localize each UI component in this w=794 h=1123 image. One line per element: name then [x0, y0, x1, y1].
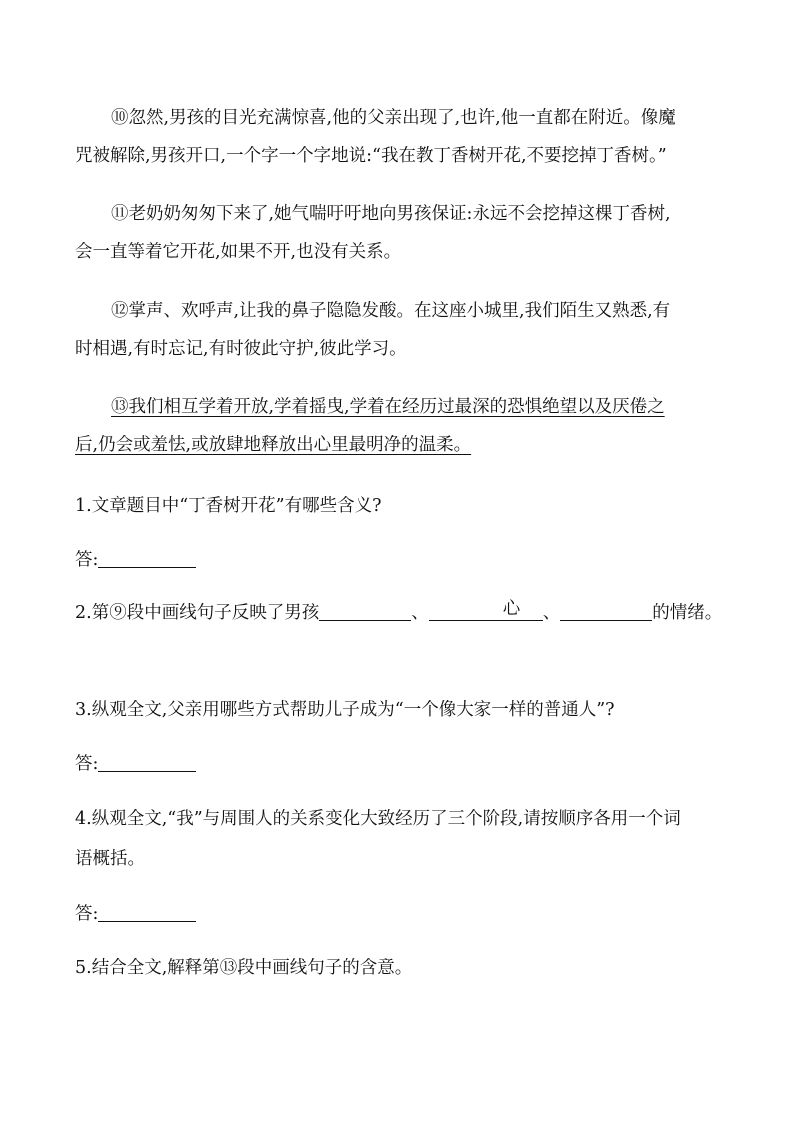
- answer-label: 答:: [75, 550, 99, 570]
- paragraph-10-line-2: 咒被解除,男孩开口,一个字一个字地说:“我在教丁香树开花,不要挖掉丁香树。”: [75, 146, 667, 166]
- question-4: [75, 800, 725, 878]
- answer-blank[interactable]: [98, 899, 196, 922]
- underlined-sentence-part-1: ⑬我们相互学着开放,学着摇曳,学着在经历过最深的恐惧绝望以及厌倦之: [111, 397, 665, 417]
- question-4-line-1: 4.纵观全文,“我”与周围人的关系变化大致经历了三个阶段,请按顺序各用一个词: [75, 809, 681, 829]
- paragraph-11-line-2: 会一直等着它开花,如果不开,也没有关系。: [75, 242, 402, 262]
- answer-label: 答:: [75, 904, 99, 924]
- answer-blank[interactable]: [98, 749, 196, 772]
- paragraph-13: [75, 388, 720, 464]
- answer-blank[interactable]: [98, 545, 196, 568]
- question-3-answer: [75, 745, 725, 783]
- paragraph-10: [75, 99, 720, 175]
- fill-blank-2[interactable]: [429, 598, 543, 621]
- paragraph-12: [75, 292, 720, 368]
- question-1-answer: [75, 541, 725, 579]
- fill-blank-3[interactable]: [560, 598, 652, 621]
- question-4-line-2: 语概括。: [75, 849, 145, 869]
- paragraph-10-line-1: ⑩忽然,男孩的目光充满惊喜,他的父亲出现了,也许,他一直都在附近。像魔: [111, 108, 676, 128]
- paragraph-11-line-1: ⑪老奶奶匆匆下来了,她气喘吁吁地向男孩保证:永远不会挖掉这棵丁香树,: [111, 204, 671, 224]
- fill-blank-1[interactable]: [319, 598, 411, 621]
- paragraph-11: [75, 195, 720, 271]
- question-1: 1.文章题目中“丁香树开花”有哪些含义?: [75, 496, 382, 516]
- question-2-suffix: 的情绪。: [652, 603, 723, 623]
- paragraph-12-line-1: ⑫掌声、欢呼声,让我的鼻子隐隐发酸。在这座小城里,我们陌生又熟悉,有: [111, 301, 671, 321]
- question-4-answer: [75, 895, 725, 933]
- paragraph-12-line-2: 时相遇,有时忘记,有时彼此守护,彼此学习。: [75, 339, 407, 359]
- underlined-sentence-part-2: 后,仍会或羞怯,或放肆地释放出心里最明净的温柔。: [75, 435, 472, 455]
- question-2: [75, 594, 725, 632]
- answer-label: 答:: [75, 754, 99, 774]
- paragraph-13-line-2: [75, 426, 720, 464]
- question-3: 3.纵观全文,父亲用哪些方式帮助儿子成为“一个像大家一样的普通人”?: [75, 700, 615, 720]
- paragraph-13-line-1: [75, 388, 720, 426]
- question-5: 5.结合全文,解释第⑬段中画线句子的含意。: [75, 958, 413, 978]
- question-2-prefix: 2.第⑨段中画线句子反映了男孩: [75, 603, 320, 623]
- separator: 、: [542, 603, 561, 623]
- fill-blank-2-text: 心: [502, 599, 521, 619]
- separator: 、: [411, 603, 429, 623]
